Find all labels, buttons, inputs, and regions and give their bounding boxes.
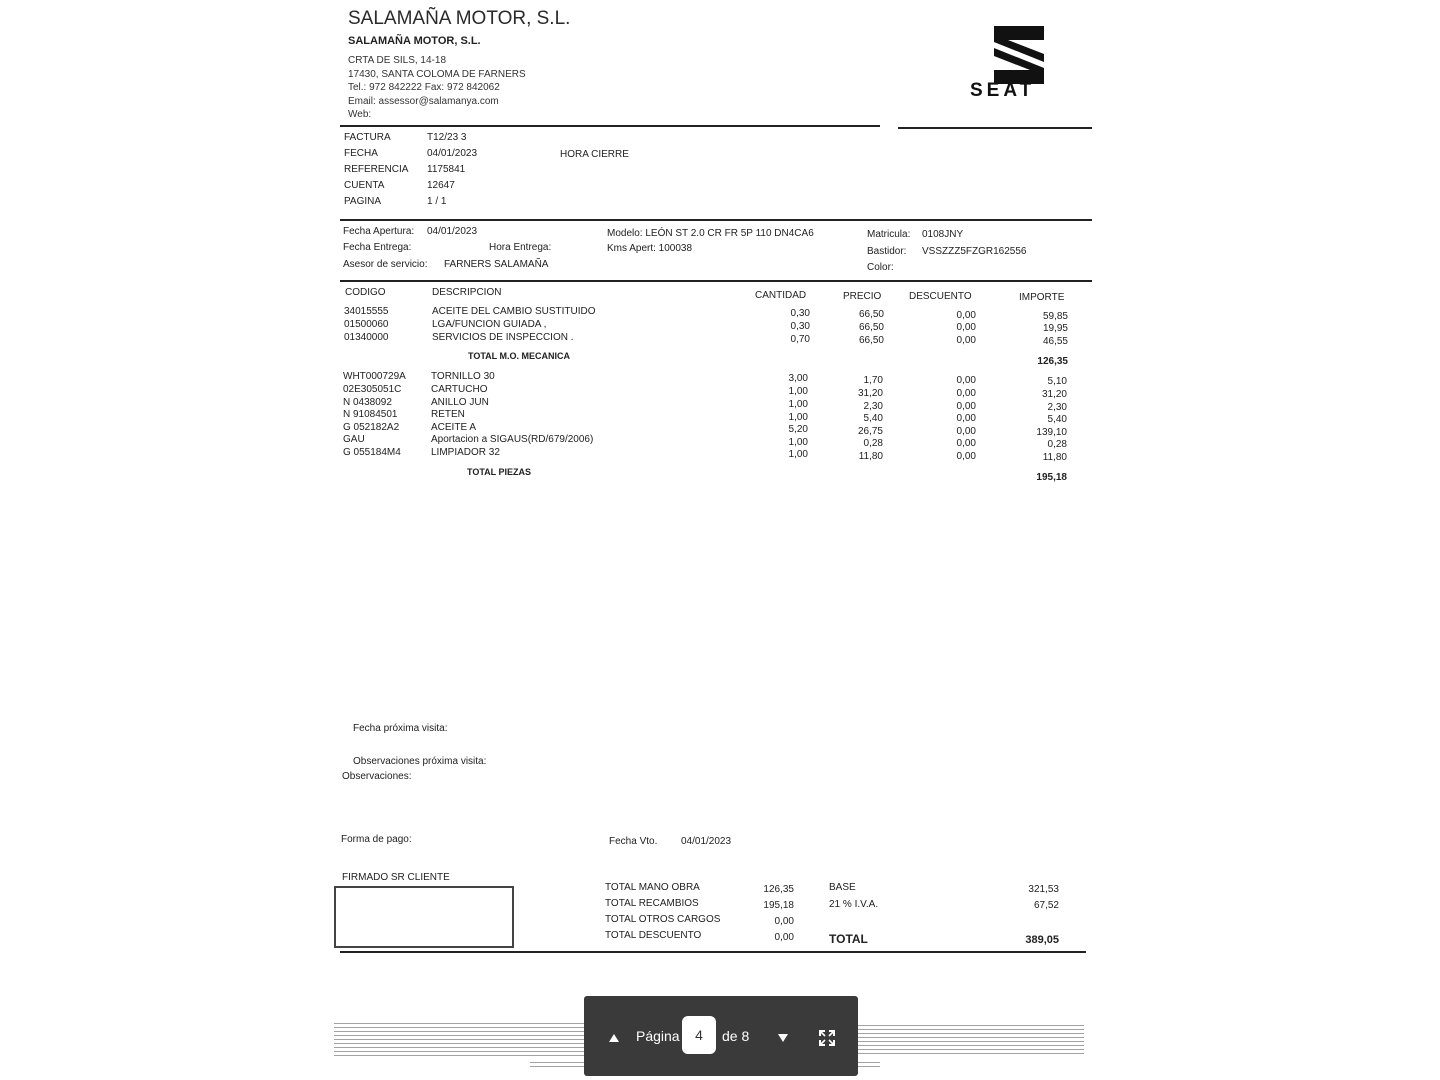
hora-entrega-label: Hora Entrega:	[489, 242, 552, 253]
factura-value: T12/23 3	[427, 132, 467, 143]
fullscreen-icon	[819, 1030, 835, 1046]
chevron-down-icon	[777, 1033, 789, 1043]
cantidad: 1,00	[788, 386, 808, 397]
labor-total-value: 126,35	[1037, 356, 1068, 367]
iva-label: 21 % I.V.A.	[829, 899, 879, 910]
fecha-apertura-value: 04/01/2023	[427, 226, 478, 237]
descripcion: LGA/FUNCION GUIADA ,	[432, 319, 547, 330]
divider	[340, 951, 1086, 953]
descuento: 0,00	[956, 438, 976, 449]
page-number-input[interactable]: 4	[682, 1016, 716, 1054]
cantidad: 5,20	[788, 424, 808, 435]
descripcion: TORNILLO 30	[431, 371, 495, 382]
kms-apertura: Kms Apert: 100038	[607, 243, 693, 254]
descripcion: ACEITE A	[431, 422, 477, 433]
importe: 46,55	[1042, 336, 1068, 347]
codigo: N 91084501	[343, 409, 398, 420]
header-importe: IMPORTE	[1019, 292, 1065, 303]
fecha-vencimiento-value: 04/01/2023	[681, 836, 732, 847]
bastidor-value: VSSZZZ5FZGR162556	[922, 246, 1027, 257]
chevron-up-icon	[608, 1033, 620, 1043]
company-phone: Tel.: 972 842222 Fax: 972 842062	[348, 82, 500, 93]
descuento: 0,00	[956, 375, 976, 386]
firmado-label: FIRMADO SR CLIENTE	[342, 872, 450, 883]
importe: 5,10	[1047, 376, 1067, 387]
cantidad: 1,00	[788, 399, 808, 410]
codigo: 01340000	[344, 332, 389, 343]
referencia-value: 1175841	[427, 164, 466, 175]
precio: 66,50	[858, 335, 884, 346]
codigo: N 0438092	[343, 397, 392, 408]
codigo: 02E305051C	[343, 384, 402, 395]
total-otros-label: TOTAL OTROS CARGOS	[605, 914, 721, 925]
fecha-entrega-label: Fecha Entrega:	[343, 242, 412, 253]
asesor-value: FARNERS SALAMAÑA	[444, 259, 549, 270]
precio: 66,50	[858, 322, 884, 333]
total-mano-obra-value: 126,35	[763, 884, 794, 895]
observaciones-proxima-label: Observaciones próxima visita:	[353, 756, 487, 767]
importe: 31,20	[1041, 389, 1067, 400]
total-value: 389,05	[1025, 934, 1059, 946]
header-codigo: CODIGO	[345, 287, 386, 298]
descuento: 0,00	[956, 401, 976, 412]
fecha-proxima-visita-label: Fecha próxima visita:	[353, 723, 448, 734]
labor-total-label: TOTAL M.O. MECANICA	[468, 351, 570, 361]
descuento: 0,00	[956, 413, 976, 424]
company-email: Email: assessor@salamanya.com	[348, 96, 499, 107]
divider	[898, 127, 1092, 129]
parts-total-label: TOTAL PIEZAS	[467, 467, 532, 477]
observaciones-label: Observaciones:	[342, 771, 412, 782]
cantidad: 1,00	[788, 412, 808, 423]
page-count-label: de 8	[722, 1028, 750, 1044]
descripcion: CARTUCHO	[431, 384, 488, 395]
total-label: TOTAL	[829, 932, 868, 946]
codigo: G 055184M4	[343, 447, 401, 458]
fecha-value: 04/01/2023	[427, 148, 478, 159]
precio: 5,40	[863, 413, 883, 424]
pagina-value: 1 / 1	[427, 196, 447, 207]
fecha-vencimiento-label: Fecha Vto.	[609, 836, 658, 847]
codigo: 34015555	[344, 306, 389, 317]
cuenta-label: CUENTA	[344, 180, 385, 191]
importe: 0,28	[1047, 439, 1067, 450]
total-descuento-value: 0,00	[774, 932, 794, 943]
descuento: 0,00	[956, 310, 976, 321]
total-recambios-value: 195,18	[763, 900, 794, 911]
codigo: WHT000729A	[343, 371, 406, 382]
cantidad: 1,00	[788, 437, 808, 448]
total-otros-value: 0,00	[774, 916, 794, 927]
total-recambios-label: TOTAL RECAMBIOS	[605, 898, 699, 909]
company-name: SALAMAÑA MOTOR, S.L.	[348, 8, 571, 29]
precio: 2,30	[863, 401, 883, 412]
descripcion: LIMPIADOR 32	[431, 447, 500, 458]
descuento: 0,00	[956, 388, 976, 399]
descuento: 0,00	[956, 426, 976, 437]
importe: 59,85	[1042, 311, 1068, 322]
company-address-1: CRTA DE SILS, 14-18	[348, 55, 447, 66]
divider	[340, 219, 1092, 221]
page-label: Página	[636, 1028, 680, 1044]
header-cantidad: CANTIDAD	[755, 290, 807, 301]
matricula-value: 0108JNY	[922, 229, 964, 240]
precio: 1,70	[863, 375, 883, 386]
bastidor-label: Bastidor:	[867, 246, 907, 257]
header-descripcion: DESCRIPCION	[432, 287, 502, 298]
precio: 26,75	[857, 426, 883, 437]
color-label: Color:	[867, 262, 894, 273]
iva-value: 67,52	[1033, 900, 1059, 911]
header-precio: PRECIO	[843, 291, 882, 302]
company-web: Web:	[348, 109, 372, 120]
total-descuento-label: TOTAL DESCUENTO	[605, 930, 702, 941]
hora-cierre-label: HORA CIERRE	[560, 149, 629, 160]
base-label: BASE	[829, 882, 856, 893]
total-mano-obra-label: TOTAL MANO OBRA	[605, 882, 700, 893]
seat-logo-text: SEAT	[970, 80, 1036, 101]
descuento: 0,00	[956, 322, 976, 333]
descripcion: ANILLO JUN	[431, 397, 489, 408]
cantidad: 0,70	[790, 334, 810, 345]
signature-box	[334, 886, 514, 948]
pagina-label: PAGINA	[344, 196, 382, 207]
cantidad: 0,30	[790, 321, 810, 332]
next-page-button[interactable]	[771, 1024, 795, 1052]
referencia-label: REFERENCIA	[344, 164, 409, 175]
importe: 139,10	[1036, 427, 1067, 438]
cantidad: 0,30	[790, 308, 810, 319]
importe: 11,80	[1042, 452, 1067, 463]
parts-total-value: 195,18	[1036, 472, 1067, 483]
divider	[340, 125, 880, 127]
precio: 11,80	[858, 451, 883, 462]
codigo: G 052182A2	[343, 422, 400, 433]
modelo: Modelo: LEÓN ST 2.0 CR FR 5P 110 DN4CA6	[607, 228, 814, 239]
base-value: 321,53	[1028, 884, 1059, 895]
descripcion: SERVICIOS DE INSPECCION .	[432, 332, 574, 343]
importe: 2,30	[1047, 402, 1067, 413]
fecha-label: FECHA	[344, 148, 378, 159]
company-address-2: 17430, SANTA COLOMA DE FARNERS	[348, 69, 526, 80]
previous-page-button[interactable]	[602, 1024, 626, 1052]
precio: 31,20	[857, 388, 883, 399]
precio: 66,50	[858, 309, 884, 320]
legal-fine-print	[858, 1025, 1084, 1055]
codigo: 01500060	[344, 319, 389, 330]
fullscreen-button[interactable]	[815, 1024, 839, 1052]
factura-label: FACTURA	[344, 132, 391, 143]
importe: 5,40	[1047, 414, 1067, 425]
descripcion: ACEITE DEL CAMBIO SUSTITUIDO	[432, 306, 596, 317]
codigo: GAU	[343, 434, 365, 445]
company-name-bold: SALAMAÑA MOTOR, S.L.	[348, 35, 481, 47]
matricula-label: Matricula:	[867, 229, 911, 240]
cantidad: 1,00	[788, 449, 808, 460]
importe: 19,95	[1042, 323, 1068, 334]
legal-fine-print	[334, 1023, 584, 1057]
fecha-apertura-label: Fecha Apertura:	[343, 226, 415, 237]
asesor-label: Asesor de servicio:	[343, 259, 428, 270]
descripcion: Aportacion a SIGAUS(RD/679/2006)	[431, 434, 594, 445]
header-descuento: DESCUENTO	[909, 291, 972, 302]
precio: 0,28	[863, 438, 883, 449]
cuenta-value: 12647	[427, 180, 455, 191]
descuento: 0,00	[956, 451, 976, 462]
cantidad: 3,00	[788, 373, 808, 384]
forma-pago-label: Forma de pago:	[341, 834, 412, 845]
divider	[340, 280, 1092, 282]
descuento: 0,00	[956, 335, 976, 346]
descripcion: RETEN	[431, 409, 465, 420]
